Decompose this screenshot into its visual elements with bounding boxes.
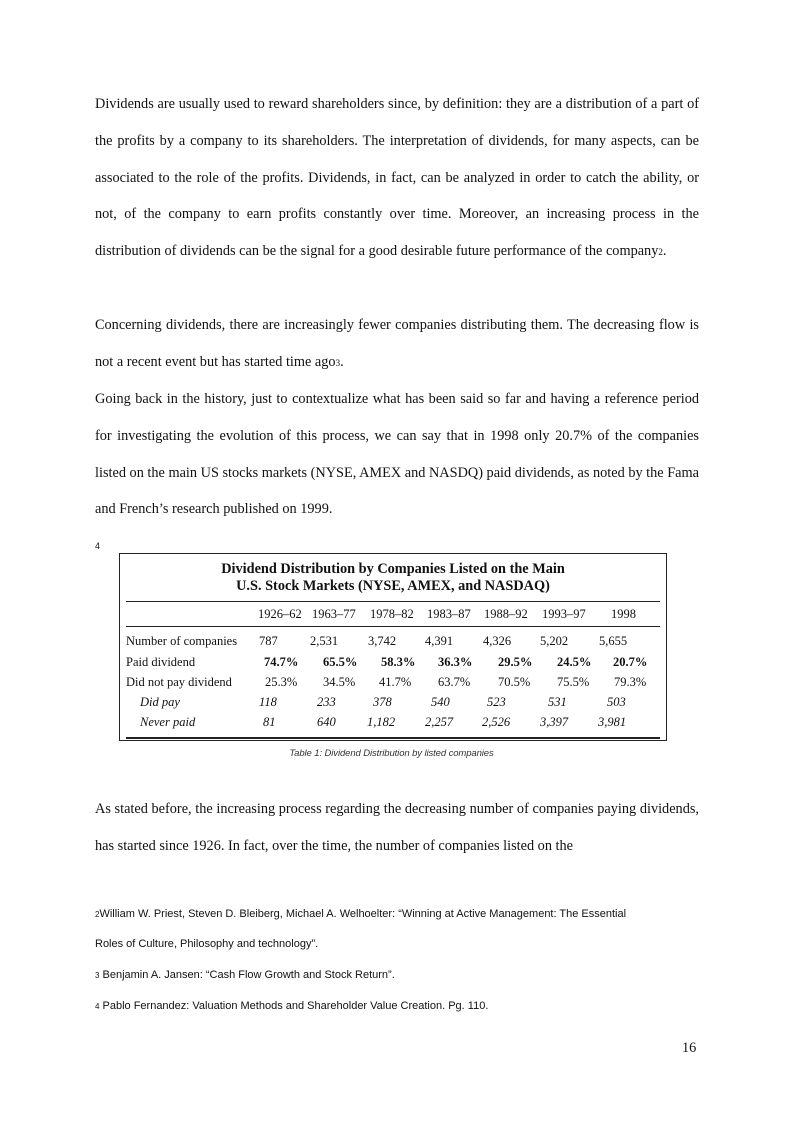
table-cell: 523 xyxy=(487,695,506,709)
paragraph-text: Dividends are usually used to reward shareholders since, by definition: they are a distribution of a part of the profits by a company to its shareholders. The interpretation of dividends, for many aspects, can be associated to the role of the profits. Dividends, in fact, can be analyzed in order to catch the ability, or not, of the company to earn profits constantly over time. Moreover, an increasing process in the distribution of dividends can be the signal for a good desirable future performance of the company xyxy=(95,96,699,260)
table-cell: 540 xyxy=(431,695,450,709)
table-header-cell: 1926–62 xyxy=(258,607,302,621)
table-header-cell: 1993–97 xyxy=(542,607,586,621)
table-cell: 24.5% xyxy=(557,655,592,669)
table-cell: 531 xyxy=(548,695,567,709)
footnote-ref-2[interactable]: 2 xyxy=(658,247,663,258)
paragraph-end: . xyxy=(340,353,344,370)
table-cell: 3,981 xyxy=(598,715,627,729)
table-header-cell: 1963–77 xyxy=(312,607,356,621)
table-cell: 4,326 xyxy=(483,634,512,648)
paragraph-history: Going back in the history, just to contextualize what has been said so far and having a reference period for investigating the evolution of this process, we can say that in 1998 only 20.7% of the companies listed on the main US stocks markets (NYSE, AMEX and NASDQ) paid dividends, as noted by the Fama and French’s research published on 1999. xyxy=(95,391,699,518)
table-cell: 75.5% xyxy=(557,675,590,689)
table-cell: 2,257 xyxy=(425,715,454,729)
table-cell: 5,202 xyxy=(540,634,569,648)
table-row xyxy=(120,715,666,735)
table-cell: 1,182 xyxy=(367,715,396,729)
table-cell: 81 xyxy=(263,715,276,729)
table-cell: 2,526 xyxy=(482,715,511,729)
table-cell: 5,655 xyxy=(599,634,628,648)
table-cell: 2,531 xyxy=(310,634,339,648)
row-label: Did pay xyxy=(140,695,180,709)
footnote-ref-4[interactable]: 4 xyxy=(95,541,101,551)
table-cell: 25.3% xyxy=(265,675,298,689)
footnote-ref-3[interactable]: 3 xyxy=(335,357,341,368)
table-rule-header xyxy=(126,626,660,627)
table-row xyxy=(120,655,666,675)
footnote-number: 4 xyxy=(95,1002,100,1011)
table-cell: 79.3% xyxy=(614,675,647,689)
table-header-cell: 1983–87 xyxy=(427,607,471,621)
table-header-cell: 1988–92 xyxy=(484,607,528,621)
footnote-text: Benjamin A. Jansen: “Cash Flow Growth and Stock Return”. xyxy=(99,969,395,981)
paragraph-text: Concerning dividends, there are increasingly fewer companies distributing them. The decreasing flow is not a recent event but has started time ago xyxy=(95,317,699,370)
footnote-2-continued: Roles of Culture, Philosophy and technology”. xyxy=(95,938,319,950)
table-rule-top xyxy=(126,601,660,602)
table-header-cell: 1978–82 xyxy=(370,607,414,621)
footnote-text: Pablo Fernandez: Valuation Methods and Shareholder Value Creation. Pg. 110. xyxy=(99,1000,489,1012)
table-title-line-1: Dividend Distribution by Companies Listed on the Main xyxy=(221,561,565,577)
page-number: 16 xyxy=(682,1040,697,1056)
table-cell: 29.5% xyxy=(498,655,533,669)
footnote-number: 2 xyxy=(95,910,100,919)
paragraph-end: . xyxy=(662,243,667,260)
footnote-number: 3 xyxy=(95,971,100,980)
row-label: Paid dividend xyxy=(126,655,196,669)
dividend-table xyxy=(119,553,667,741)
table-cell: 34.5% xyxy=(323,675,356,689)
table-cell: 58.3% xyxy=(381,655,416,669)
table-row xyxy=(120,695,666,715)
table-cell: 20.7% xyxy=(613,655,648,669)
row-label: Never paid xyxy=(140,715,196,729)
table-cell: 70.5% xyxy=(498,675,531,689)
table-cell: 65.5% xyxy=(323,655,358,669)
table-cell: 3,397 xyxy=(540,715,569,729)
table-title-line-2: U.S. Stock Markets (NYSE, AMEX, and NASDAQ) xyxy=(236,578,550,594)
footnote-2 xyxy=(95,907,699,922)
table-row xyxy=(120,675,666,695)
table-rule-bottom xyxy=(126,737,660,739)
table-row xyxy=(120,634,666,654)
table-cell: 4,391 xyxy=(425,634,454,648)
table-cell: 3,742 xyxy=(368,634,397,648)
table-cell: 503 xyxy=(607,695,626,709)
table-cell: 640 xyxy=(317,715,336,729)
table-cell: 63.7% xyxy=(438,675,471,689)
table-cell: 41.7% xyxy=(379,675,412,689)
footnote-3 xyxy=(95,968,699,983)
table-cell: 233 xyxy=(317,695,336,709)
paragraph-dividends-definition xyxy=(95,86,699,271)
paragraph-as-stated: As stated before, the increasing process regarding the decreasing number of companies paying dividends, has started since 1926. In fact, over the time, the number of companies listed on the xyxy=(95,801,699,854)
table-cell: 787 xyxy=(259,634,278,648)
table-cell: 74.7% xyxy=(264,655,299,669)
table-header-cell: 1998 xyxy=(611,607,636,621)
footnote-text: William W. Priest, Steven D. Bleiberg, Michael A. Welhoelter: “Winning at Active Management: The Essential xyxy=(99,908,627,920)
table-cell: 36.3% xyxy=(438,655,473,669)
row-label: Did not pay dividend xyxy=(126,675,232,689)
row-label: Number of companies xyxy=(126,634,238,648)
table-cell: 378 xyxy=(373,695,392,709)
table-caption: Table 1: Dividend Distribution by listed companies xyxy=(289,748,494,759)
paragraph-concerning-dividends xyxy=(95,307,699,382)
table-cell: 118 xyxy=(259,695,277,709)
footnote-4 xyxy=(95,999,699,1014)
